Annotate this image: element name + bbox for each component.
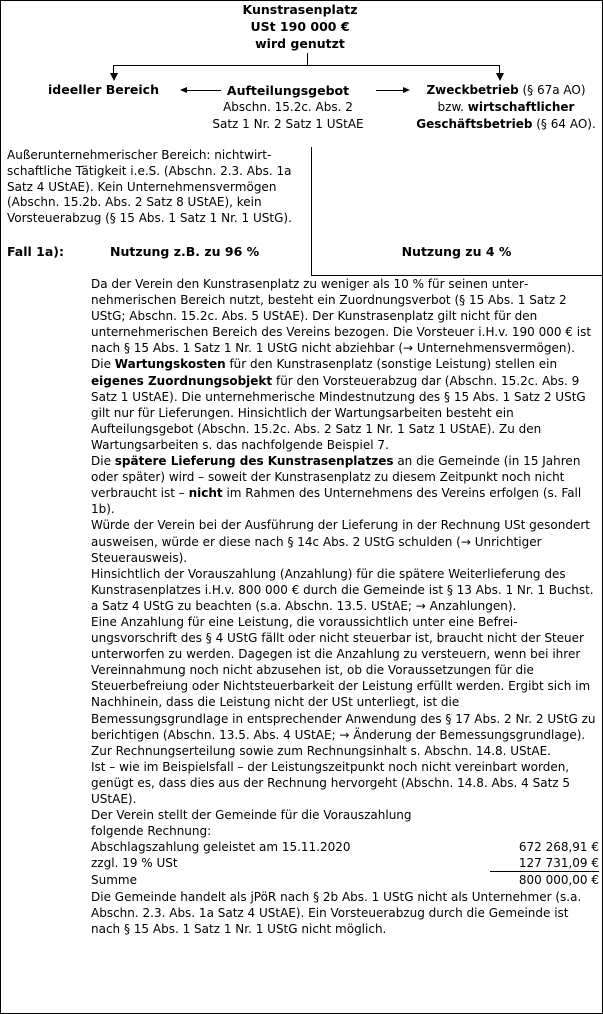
term-spaetere-lieferung: spätere Lieferung des Kunstrasenplatzes: [114, 454, 394, 469]
paragraph-rechnung-intro: [91, 807, 599, 839]
text: für den Kunstrasenplatz (sonstige Leistung) stellen ein: [225, 357, 558, 372]
paragraph-wartungskosten: [91, 356, 599, 453]
usage-right: Nutzung zu 4 %: [401, 244, 512, 259]
text: im Rahmen des Unternehmens des Vereins erfolgen (s. Fall 1b).: [91, 486, 582, 517]
invoice-amount: 672 268,91 €: [518, 840, 599, 855]
text: folgende Rechnung:: [91, 824, 212, 839]
paragraph-anzahlung: Eine Anzahlung für eine Leistung, die voraussichtlich unter eine Befreiungsvorschrift des § 4 UStG fällt oder nicht steuerbar ist, braucht nicht der Steuer unterworfen zu werden. Dagegen ist die Anzahlung zu versteuern, wenn bei ihrer Vereinnahmung noch nicht abzusehen ist, ob die Voraussetzungen für die Steuerbefreiung oder Nichtsteuerbarkeit der Leistung erfüllt werden. Ergibt sich im Nachhinein, dass die Leistung nicht der USt unterliegt, ist die Bemessungsgrundlage in entsprechender Anwendung des § 17 Abs. 2 Nr. 2 UStG zu berichtigen (Abschn. 13.5. Abs. 4 UStAE; → Änderung der Bemessungsgrundlage).: [91, 614, 596, 742]
top-node-title: Kunstrasenplatz: [242, 2, 358, 17]
node-aufteilungsgebot-ref2: Satz 1 Nr. 2 Satz 1 UStAE: [212, 117, 364, 131]
arrow-left-icon: [180, 87, 187, 93]
node-aufteilungsgebot-ref1: Abschn. 15.2c. Abs. 2: [223, 100, 353, 114]
text: Die: [91, 454, 115, 469]
main-text: [91, 276, 599, 937]
top-node-amount: USt 190 000 €: [250, 19, 350, 34]
invoice-amount: 127 731,09 €: [490, 855, 599, 872]
node-geschaeftsbetrieb-ref: (§ 64 AO).: [532, 117, 596, 131]
top-node-status: wird genutzt: [255, 36, 345, 51]
text: Die: [91, 357, 115, 372]
invoice-row: [91, 839, 599, 855]
paragraph-spaetere-lieferung: [91, 453, 599, 517]
node-zweckbetrieb-conj: bzw.: [437, 100, 468, 114]
invoice-row: [91, 855, 599, 872]
invoice-label: zzgl. 19 % USt: [91, 856, 178, 871]
paragraph-gemeinde: Die Gemeinde handelt als jPöR nach § 2b Abs. 1 UStG nicht als Unternehmer (s.a. Abschn. 2.3. Abs. 1a Satz 4 UStAE). Ein Vorsteuerabzug durch die Gemeinde ist nach § 15 Abs. 1 Satz 1 Nr. 1 UStG nicht möglich.: [91, 889, 582, 936]
case-label: Fall 1a):: [7, 244, 65, 259]
usage-left: Nutzung z.B. zu 96 %: [110, 244, 260, 259]
node-wirtschaftlicher: wirtschaftlicher: [467, 100, 575, 114]
invoice-row-total: [91, 872, 599, 888]
connector-horizontal: [113, 65, 500, 66]
arrow-down-right-icon: [496, 73, 504, 81]
term-wartungskosten: Wartungskosten: [114, 357, 226, 372]
invoice-table: [91, 839, 599, 888]
node-zweckbetrieb-title: Zweckbetrieb: [426, 83, 519, 97]
arrow-right-shaft: [376, 90, 404, 91]
case-row: [7, 244, 303, 259]
paragraph-vorauszahlung: Hinsichtlich der Vorauszahlung (Anzahlung) für die spätere Weiterlieferung des Kunstrasenplatzes i.H.v. 800 000 € durch die Gemeinde ist § 13 Abs. 1 Nr. 1 Buchst. a Satz 4 UStG zu beachten (s.a. Abschn. 13.5. UStAE; → Anzahlungen).: [91, 566, 594, 613]
ideeller-description: Außerunternehmerischer Bereich: nichtwirtschaftliche Tätigkeit i.e.S. (Abschn. 2.3. Abs. 1a Satz 4 UStAE). Kein Unternehmensvermögen (Abschn. 15.2b. Abs. 2 Satz 8 UStAE), kein Vorsteuerabzug (§ 15 Abs. 1 Satz 1 Nr. 1 UStG).: [7, 148, 292, 226]
node-zweckbetrieb-ref: (§ 67a AO): [518, 83, 586, 97]
node-zweckbetrieb: [408, 82, 603, 133]
text: Der Verein stellt der Gemeinde für die Vorauszahlung: [91, 808, 412, 823]
node-ideeller-bereich: ideeller Bereich: [48, 82, 159, 97]
paragraph-leistungszeitpunkt: Ist – wie im Beispielsfall – der Leistungszeitpunkt noch nicht vereinbart worden, genügt es, dass dies aus der Rechnung hervorgeht (Abschn. 14.8. Abs. 4 Satz 5 UStAE).: [91, 759, 571, 806]
invoice-amount: 800 000,00 €: [518, 873, 599, 888]
node-aufteilungsgebot: [212, 82, 364, 133]
term-zuordnungsobjekt: eigenes Zuordnungsobjekt: [91, 373, 273, 388]
node-aufteilungsgebot-title: Aufteilungsgebot: [226, 83, 350, 98]
node-geschaeftsbetrieb: Geschäftsbetrieb: [416, 117, 533, 131]
invoice-label: Abschlagszahlung geleistet am 15.11.2020: [91, 840, 351, 855]
text: an die Gemeinde (in 15 Jahren oder später) wird – soweit der Kunstrasenplatz zu diesem Zeitpunkt noch nicht verbraucht ist –: [91, 454, 581, 501]
invoice-label: Summe: [91, 873, 137, 888]
term-nicht: nicht: [188, 486, 223, 501]
top-node: [180, 1, 420, 52]
arrow-down-left-icon: [110, 73, 118, 81]
paragraph-steuerausweis: Würde der Verein bei der Ausführung der Lieferung in der Rechnung USt gesondert ausweisen, würde er diese nach § 14c Abs. 2 UStG schulden (→ Unrichtiger Steuerausweis).: [91, 518, 590, 565]
paragraph-rechnungserteilung: Zur Rechnungserteilung sowie zum Rechnungsinhalt s. Abschn. 14.8. UStAE.: [91, 743, 551, 758]
paragraph-zuordnungsverbot: Da der Verein den Kunstrasenplatz zu weniger als 10 % für seinen unternehmerischen Bereich nutzt, besteht ein Zuordnungsverbot (§ 15 Abs. 1 Satz 2 UStG; Abschn. 15.2c. Abs. 5 UStAE). Der Kunstrasenplatz gilt nicht für den unternehmerischen Bereich des Vereins bezogen. Die Vorsteuer i.H.v. 190 000 € ist nach § 15 Abs. 1 Satz 1 Nr. 1 UStG nicht abziehbar (→ Unternehmensvermögen).: [91, 277, 592, 356]
text: für den Vorsteuerabzug dar (Abschn. 15.2c. Abs. 9 Satz 1 UStAE). Die unternehmerische Mindestnutzung des § 15 Abs. 1 Satz 2 UStG gilt nur für Lieferungen. Hinsichtlich der Wartungsarbeiten besteht ein Aufteilungsgebot (Abschn. 15.2c. Abs. 2 Satz 1 Nr. 1 Satz 1 UStAE). Zu den Wartungsarbeiten s. das nachfolgende Beispiel 7.: [91, 373, 586, 452]
